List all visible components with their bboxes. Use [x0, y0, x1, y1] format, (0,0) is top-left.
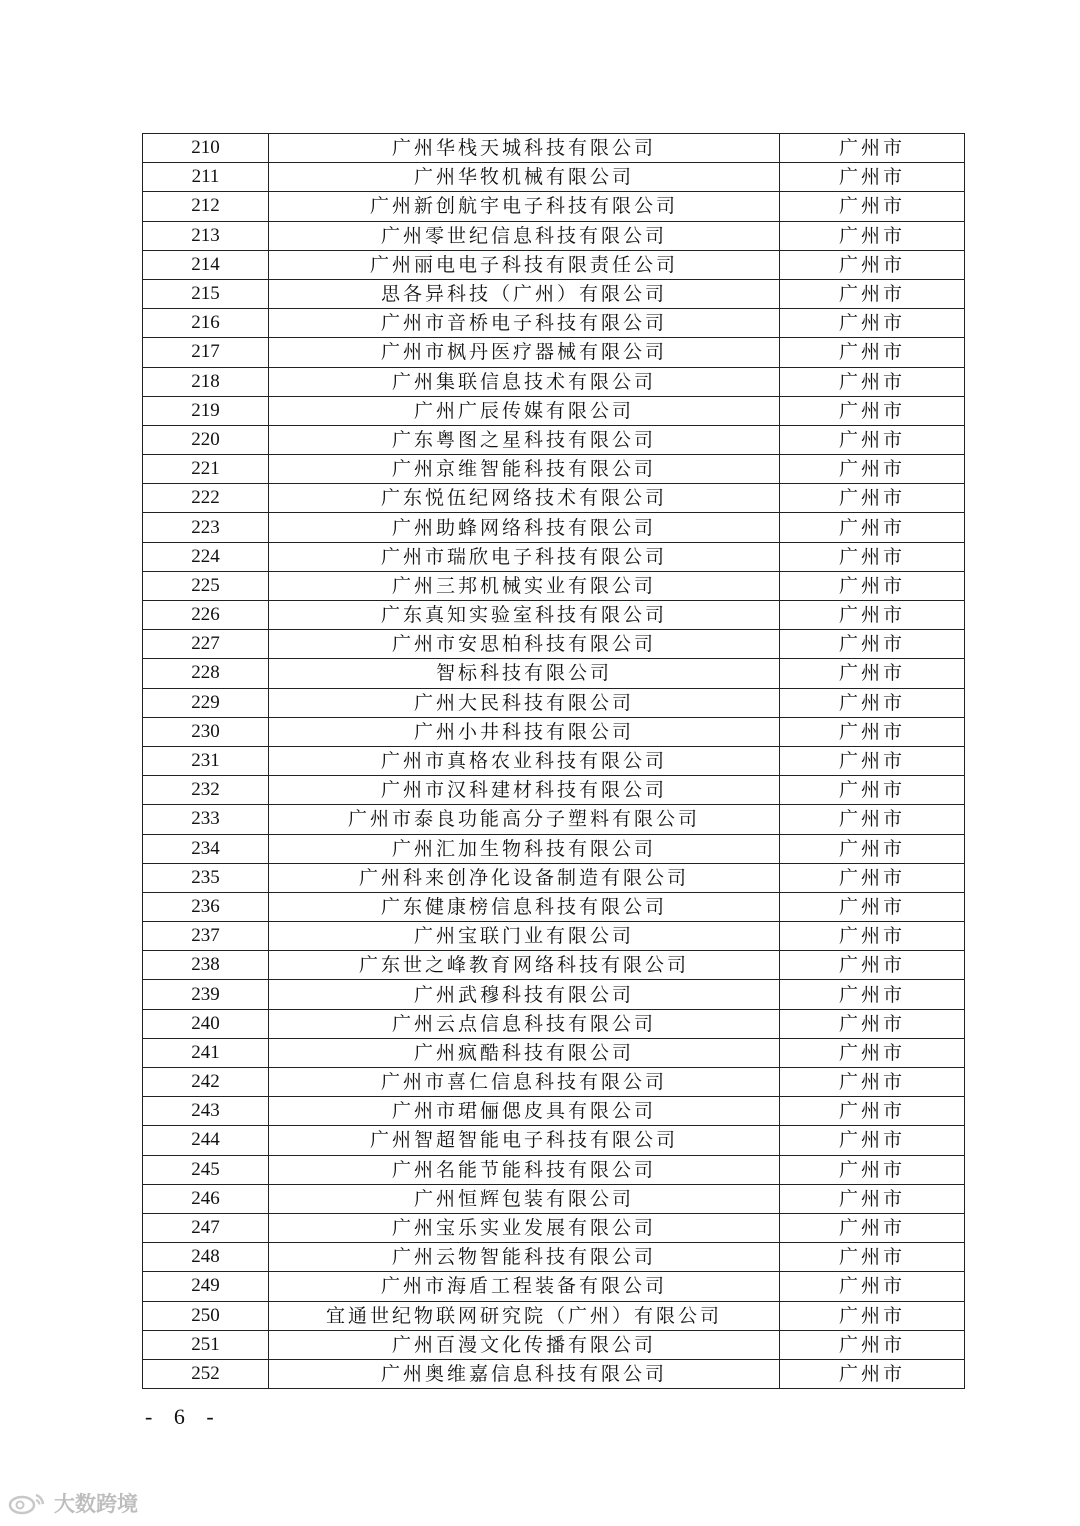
- row-number: 217: [143, 338, 269, 367]
- row-number: 236: [143, 892, 269, 921]
- table-row: [143, 805, 965, 834]
- table-row: [143, 279, 965, 308]
- city-name: 广州市: [780, 922, 965, 951]
- company-name: 广东真知实验室科技有限公司: [269, 601, 780, 630]
- row-number: 231: [143, 746, 269, 775]
- city-name: 广州市: [780, 309, 965, 338]
- table-row: [143, 425, 965, 454]
- company-name: 广州市枫丹医疗器械有限公司: [269, 338, 780, 367]
- row-number: 247: [143, 1213, 269, 1242]
- table-row: [143, 1155, 965, 1184]
- row-number: 232: [143, 776, 269, 805]
- company-name: 广州新创航宇电子科技有限公司: [269, 192, 780, 221]
- table-row: [143, 396, 965, 425]
- city-name: 广州市: [780, 630, 965, 659]
- company-name: 广东世之峰教育网络科技有限公司: [269, 951, 780, 980]
- company-name: 广州百漫文化传播有限公司: [269, 1330, 780, 1359]
- company-list-table: [142, 133, 965, 1389]
- row-number: 235: [143, 863, 269, 892]
- company-name: 广州名能节能科技有限公司: [269, 1155, 780, 1184]
- row-number: 249: [143, 1272, 269, 1301]
- city-name: 广州市: [780, 659, 965, 688]
- table-row: [143, 542, 965, 571]
- table-row: [143, 513, 965, 542]
- company-name: 广州市真格农业科技有限公司: [269, 746, 780, 775]
- row-number: 214: [143, 250, 269, 279]
- city-name: 广州市: [780, 513, 965, 542]
- table-row: [143, 367, 965, 396]
- table-row: [143, 892, 965, 921]
- company-name: 广州市喜仁信息科技有限公司: [269, 1068, 780, 1097]
- row-number: 242: [143, 1068, 269, 1097]
- row-number: 215: [143, 279, 269, 308]
- city-name: 广州市: [780, 1009, 965, 1038]
- row-number: 225: [143, 571, 269, 600]
- company-name: 广州武穆科技有限公司: [269, 980, 780, 1009]
- city-name: 广州市: [780, 1272, 965, 1301]
- row-number: 248: [143, 1243, 269, 1272]
- table-row: [143, 134, 965, 163]
- row-number: 233: [143, 805, 269, 834]
- company-name: 广州汇加生物科技有限公司: [269, 834, 780, 863]
- table-row: [143, 309, 965, 338]
- table-row: [143, 163, 965, 192]
- row-number: 221: [143, 455, 269, 484]
- city-name: 广州市: [780, 1330, 965, 1359]
- weibo-logo-icon: [8, 1491, 48, 1515]
- table-row: [143, 863, 965, 892]
- company-name: 广州科来创净化设备制造有限公司: [269, 863, 780, 892]
- table-row: [143, 338, 965, 367]
- row-number: 243: [143, 1097, 269, 1126]
- city-name: 广州市: [780, 892, 965, 921]
- city-name: 广州市: [780, 776, 965, 805]
- table-row: [143, 1330, 965, 1359]
- city-name: 广州市: [780, 279, 965, 308]
- table-row: [143, 1243, 965, 1272]
- city-name: 广州市: [780, 805, 965, 834]
- row-number: 251: [143, 1330, 269, 1359]
- row-number: 239: [143, 980, 269, 1009]
- table-row: [143, 922, 965, 951]
- row-number: 218: [143, 367, 269, 396]
- row-number: 224: [143, 542, 269, 571]
- city-name: 广州市: [780, 571, 965, 600]
- table-row: [143, 1301, 965, 1330]
- table-row: [143, 484, 965, 513]
- company-name: 广东健康榜信息科技有限公司: [269, 892, 780, 921]
- company-name: 广州市安思柏科技有限公司: [269, 630, 780, 659]
- row-number: 213: [143, 221, 269, 250]
- company-list-body: [143, 134, 965, 1389]
- row-number: 244: [143, 1126, 269, 1155]
- row-number: 211: [143, 163, 269, 192]
- row-number: 212: [143, 192, 269, 221]
- table-row: [143, 1359, 965, 1388]
- watermark-text: 大数跨境: [54, 1492, 138, 1516]
- company-name: 广东悦伍纪网络技术有限公司: [269, 484, 780, 513]
- city-name: 广州市: [780, 396, 965, 425]
- company-name: 广州宝联门业有限公司: [269, 922, 780, 951]
- table-row: [143, 1097, 965, 1126]
- company-name: 广州市海盾工程装备有限公司: [269, 1272, 780, 1301]
- city-name: 广州市: [780, 834, 965, 863]
- company-name: 广州市音桥电子科技有限公司: [269, 309, 780, 338]
- company-name: 广州智超智能电子科技有限公司: [269, 1126, 780, 1155]
- table-row: [143, 1038, 965, 1067]
- row-number: 219: [143, 396, 269, 425]
- table-row: [143, 1272, 965, 1301]
- row-number: 238: [143, 951, 269, 980]
- company-name: 广州小井科技有限公司: [269, 717, 780, 746]
- page-number: - 6 -: [145, 1404, 222, 1429]
- table-row: [143, 717, 965, 746]
- table-row: [143, 746, 965, 775]
- table-row: [143, 192, 965, 221]
- city-name: 广州市: [780, 338, 965, 367]
- company-name: 广州集联信息技术有限公司: [269, 367, 780, 396]
- row-number: 245: [143, 1155, 269, 1184]
- city-name: 广州市: [780, 717, 965, 746]
- table-row: [143, 659, 965, 688]
- company-name: 广州市瑞欣电子科技有限公司: [269, 542, 780, 571]
- table-row: [143, 834, 965, 863]
- table-row: [143, 630, 965, 659]
- row-number: 250: [143, 1301, 269, 1330]
- city-name: 广州市: [780, 221, 965, 250]
- company-name: 广州京维智能科技有限公司: [269, 455, 780, 484]
- table-row: [143, 455, 965, 484]
- company-name: 广州零世纪信息科技有限公司: [269, 221, 780, 250]
- city-name: 广州市: [780, 1359, 965, 1388]
- table-row: [143, 951, 965, 980]
- table-row: [143, 1009, 965, 1038]
- row-number: 240: [143, 1009, 269, 1038]
- city-name: 广州市: [780, 1068, 965, 1097]
- table-row: [143, 1213, 965, 1242]
- company-name: 广州市珺俪偲皮具有限公司: [269, 1097, 780, 1126]
- city-name: 广州市: [780, 1097, 965, 1126]
- company-name: 广州华牧机械有限公司: [269, 163, 780, 192]
- company-name: 思各异科技（广州）有限公司: [269, 279, 780, 308]
- city-name: 广州市: [780, 1184, 965, 1213]
- row-number: 237: [143, 922, 269, 951]
- city-name: 广州市: [780, 980, 965, 1009]
- city-name: 广州市: [780, 1301, 965, 1330]
- company-name: 广州市汉科建材科技有限公司: [269, 776, 780, 805]
- company-name: 广州市泰良功能高分子塑料有限公司: [269, 805, 780, 834]
- city-name: 广州市: [780, 425, 965, 454]
- city-name: 广州市: [780, 1243, 965, 1272]
- city-name: 广州市: [780, 688, 965, 717]
- row-number: 227: [143, 630, 269, 659]
- city-name: 广州市: [780, 134, 965, 163]
- company-name: 广东粤图之星科技有限公司: [269, 425, 780, 454]
- city-name: 广州市: [780, 601, 965, 630]
- company-name: 广州云点信息科技有限公司: [269, 1009, 780, 1038]
- company-name: 广州宝乐实业发展有限公司: [269, 1213, 780, 1242]
- city-name: 广州市: [780, 367, 965, 396]
- table-row: [143, 250, 965, 279]
- company-name: 智标科技有限公司: [269, 659, 780, 688]
- row-number: 216: [143, 309, 269, 338]
- city-name: 广州市: [780, 863, 965, 892]
- table-row: [143, 688, 965, 717]
- row-number: 220: [143, 425, 269, 454]
- city-name: 广州市: [780, 951, 965, 980]
- company-name: 广州云物智能科技有限公司: [269, 1243, 780, 1272]
- row-number: 210: [143, 134, 269, 163]
- city-name: 广州市: [780, 1213, 965, 1242]
- row-number: 234: [143, 834, 269, 863]
- row-number: 226: [143, 601, 269, 630]
- row-number: 223: [143, 513, 269, 542]
- table-row: [143, 601, 965, 630]
- city-name: 广州市: [780, 163, 965, 192]
- table-row: [143, 1126, 965, 1155]
- row-number: 246: [143, 1184, 269, 1213]
- company-name: 广州华栈天城科技有限公司: [269, 134, 780, 163]
- city-name: 广州市: [780, 455, 965, 484]
- row-number: 222: [143, 484, 269, 513]
- company-name: 广州广辰传媒有限公司: [269, 396, 780, 425]
- company-name: 宜通世纪物联网研究院（广州）有限公司: [269, 1301, 780, 1330]
- company-name: 广州疯酷科技有限公司: [269, 1038, 780, 1067]
- company-name: 广州恒辉包装有限公司: [269, 1184, 780, 1213]
- company-name: 广州奥维嘉信息科技有限公司: [269, 1359, 780, 1388]
- company-name: 广州助蜂网络科技有限公司: [269, 513, 780, 542]
- city-name: 广州市: [780, 746, 965, 775]
- city-name: 广州市: [780, 542, 965, 571]
- city-name: 广州市: [780, 1038, 965, 1067]
- city-name: 广州市: [780, 250, 965, 279]
- row-number: 228: [143, 659, 269, 688]
- city-name: 广州市: [780, 484, 965, 513]
- table-row: [143, 1068, 965, 1097]
- row-number: 252: [143, 1359, 269, 1388]
- company-name: 广州三邦机械实业有限公司: [269, 571, 780, 600]
- city-name: 广州市: [780, 1126, 965, 1155]
- watermark: [8, 1488, 138, 1518]
- row-number: 229: [143, 688, 269, 717]
- table-row: [143, 776, 965, 805]
- row-number: 230: [143, 717, 269, 746]
- table-row: [143, 1184, 965, 1213]
- table-row: [143, 221, 965, 250]
- company-name: 广州丽电电子科技有限责任公司: [269, 250, 780, 279]
- row-number: 241: [143, 1038, 269, 1067]
- city-name: 广州市: [780, 1155, 965, 1184]
- table-row: [143, 980, 965, 1009]
- table-row: [143, 571, 965, 600]
- city-name: 广州市: [780, 192, 965, 221]
- company-name: 广州大民科技有限公司: [269, 688, 780, 717]
